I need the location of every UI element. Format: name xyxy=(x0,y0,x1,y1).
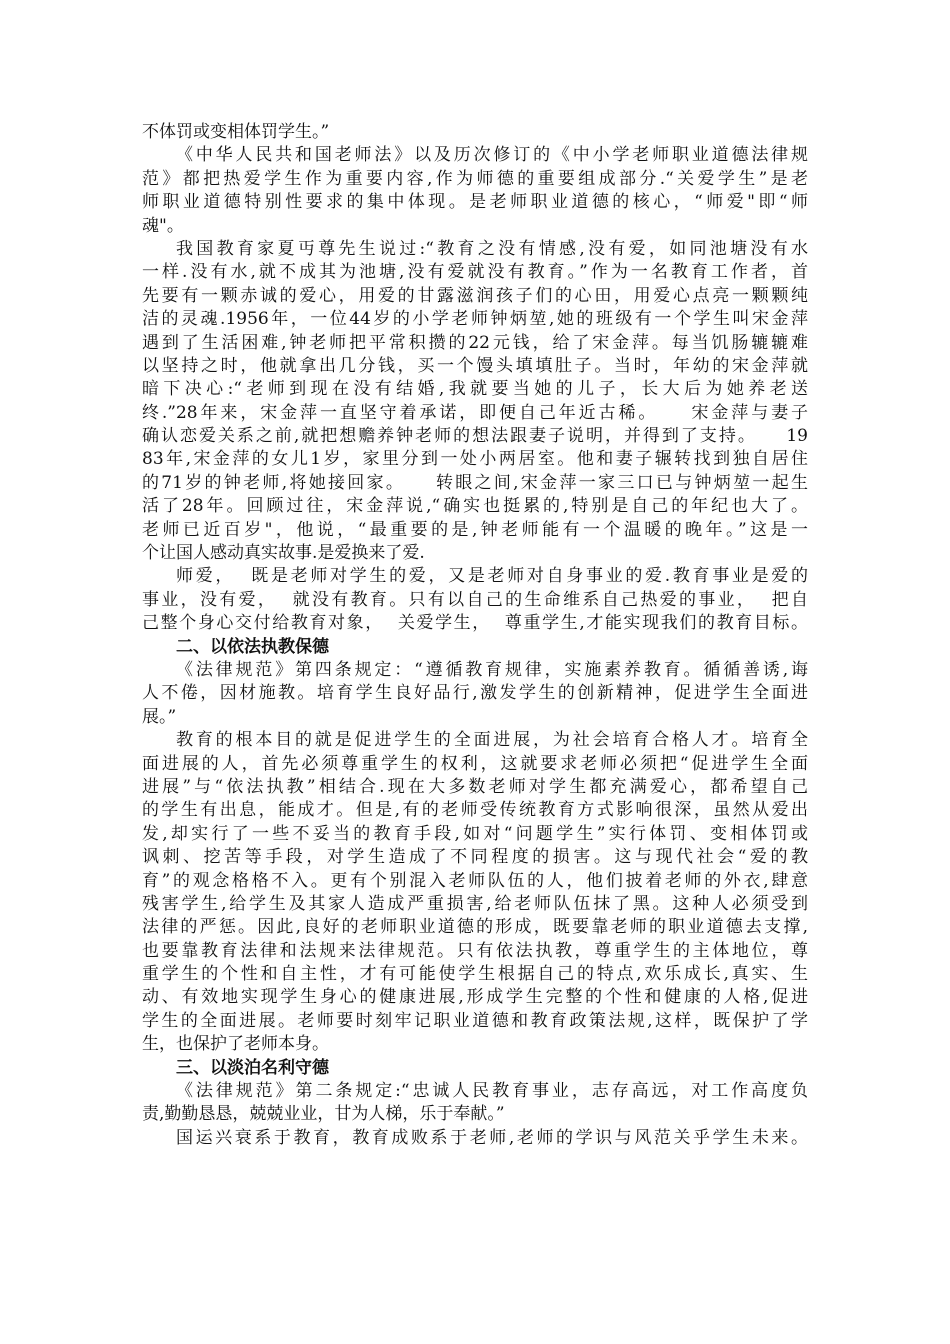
text-line: 展。” xyxy=(142,706,177,727)
paragraph-line: 师爱， 既是老师对学生的爱，又是老师对自身事业的爱.教育事业是爱的 xyxy=(176,566,808,587)
text-line: 先要有一颗赤诚的爱心，用爱的甘露滋润孩子们的心田，用爱心点亮一颗颗纯 xyxy=(142,285,808,306)
text-line: 暗下决心:“老师到现在没有结婚,我就要当她的儿子，长大后为她养老送 xyxy=(142,379,808,400)
text-line: 动、有效地实现学生身心的健康进展,形成学生完整的个性和健康的人格,促进 xyxy=(142,987,808,1008)
text-line: 法律的严惩。因此,良好的老师职业道德的形成，既要靠老师的职业道德去支撑, xyxy=(142,917,808,938)
paragraph-line: 《法律规范》第四条规定：“遵循教育规律，实施素养教育。循循善诱,诲 xyxy=(176,659,808,680)
paragraph-line: 我国教育家夏丏尊先生说过:“教育之没有情感,没有爱，如同池塘没有水 xyxy=(176,238,808,259)
text-line: 老师已近百岁"，他说，“最重要的是,钟老师能有一个温暖的晚年。”这是一 xyxy=(142,519,808,540)
text-line: 的学生有出息，能成才。但是,有的老师受传统教育方式影响很深，虽然从爱出 xyxy=(142,800,808,821)
text-line: 活了28年。回顾过往，宋金萍说,“确实也挺累的,特别是自己的年纪也大了。 xyxy=(142,496,808,517)
text-line: 学生的全面进展。老师要时刻牢记职业道德和教育政策法规,这样，既保护了学 xyxy=(142,1010,808,1031)
text-line: 师职业道德特别性要求的集中体现。是老师职业道德的核心，“师爱"即“师 xyxy=(142,192,808,213)
text-line: 发,却实行了一些不妥当的教育手段,如对“问题学生”实行体罚、变相体罚或 xyxy=(142,823,808,844)
text-line: 洁的灵魂.1956年，一位44岁的小学老师钟炳堃,她的班级有一个学生叫宋金萍 xyxy=(142,309,808,330)
text-line: 确认恋爱关系之前,就把想赡养钟老师的想法跟妻子说明，并得到了支持。 19 xyxy=(142,426,808,447)
paragraph-line: 教育的根本目的就是促进学生的全面进展，为社会培育合格人才。培育全 xyxy=(176,730,808,751)
text-line: 不体罚或变相体罚学生。” xyxy=(142,122,330,142)
document-page xyxy=(142,121,808,1150)
text-line: 以坚持之时，他就拿出几分钱，买一个馒头填填肚子。当时，年幼的宋金萍就 xyxy=(142,355,808,376)
text-line: 事业，没有爱， 就没有教育。只有以自己的生命维系自己热爱的事业， 把自 xyxy=(142,589,808,610)
text-line: 终.”28年来，宋金萍一直坚守着承诺，即便自己年近古稀。 宋金萍与妻子 xyxy=(142,402,808,423)
text-line: 范》都把热爱学生作为重要内容,作为师德的重要组成部分.“关爱学生”是老 xyxy=(142,168,808,189)
text-line: 己整个身心交付给教育对象， 关爱学生， 尊重学生,才能实现我们的教育目标。 xyxy=(142,613,808,634)
text-line: 个让国人感动真实故事.是爱换来了爱. xyxy=(142,543,425,564)
text-line: 遇到了生活困难,钟老师把平常积攒的22元钱，给了宋金萍。每当饥肠辘辘难 xyxy=(142,332,808,353)
text-line: 83年,宋金萍的女儿1岁，家里分到一处小两居室。他和妻子辗转找到独自居住 xyxy=(142,449,808,470)
text-line: 责,勤勤恳恳，兢兢业业，甘为人梯，乐于奉献。” xyxy=(142,1104,505,1125)
text-line: 生，也保护了老师本身。 xyxy=(142,1034,329,1055)
text-line: 育”的观念格格不入。更有个别混入老师队伍的人，他们披着老师的外衣,肆意 xyxy=(142,870,808,891)
section-heading: 三、以淡泊名利守德 xyxy=(176,1057,329,1078)
section-heading: 二、以依法执教保德 xyxy=(176,636,329,657)
paragraph-line: 《法律规范》第二条规定:“忠诚人民教育事业，志存高远，对工作高度负 xyxy=(176,1081,808,1102)
text-line: 人不倦，因材施教。培育学生良好品行,激发学生的创新精神，促进学生全面进 xyxy=(142,683,808,704)
text-line: 讽刺、挖苦等手段，对学生造成了不同程度的损害。这与现代社会“爱的教 xyxy=(142,847,808,868)
text-line: 魂"。 xyxy=(142,215,184,236)
text-line: 的71岁的钟老师,将她接回家。 转眼之间,宋金萍一家三口已与钟炳堃一起生 xyxy=(142,472,808,493)
paragraph-line: 国运兴衰系于教育，教育成败系于老师,老师的学识与风范关乎学生未来。 xyxy=(176,1127,808,1148)
text-line: 也要靠教育法律和法规来法律规范。只有依法执教，尊重学生的主体地位，尊 xyxy=(142,940,808,961)
paragraph-line: 《中华人民共和国老师法》以及历次修订的《中小学老师职业道德法律规 xyxy=(176,145,808,166)
text-line: 一样.没有水,就不成其为池塘,没有爱就没有教育。”作为一名教育工作者，首 xyxy=(142,262,808,283)
text-line: 进展”与“依法执教”相结合.现在大多数老师对学生都充满爱心，都希望自己 xyxy=(142,776,808,797)
text-line: 面进展的人，首先必须尊重学生的权利，这就要求老师必须把“促进学生全面 xyxy=(142,753,808,774)
text-line: 残害学生,给学生及其家人造成严重损害,给老师队伍抹了黑。这种人必须受到 xyxy=(142,893,808,914)
text-line: 重学生的个性和自主性，才有可能使学生根据自己的特点,欢乐成长,真实、生 xyxy=(142,964,808,985)
